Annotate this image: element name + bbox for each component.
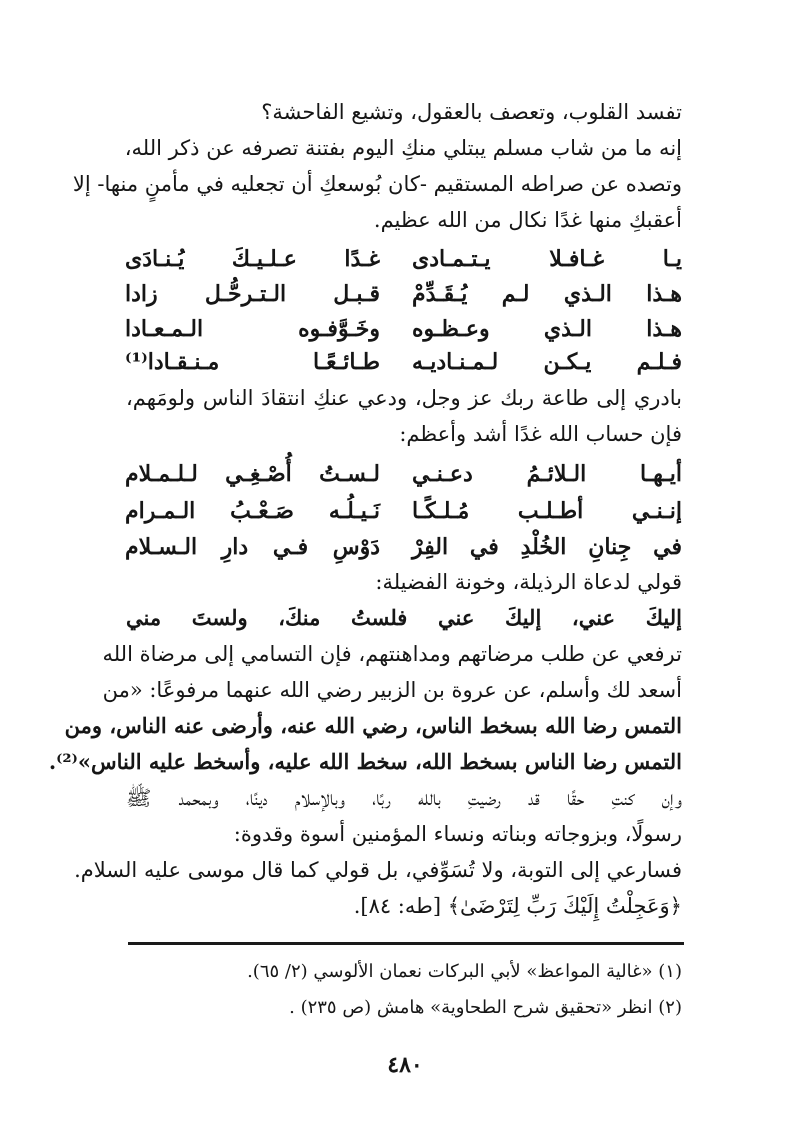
verse-second-hemistich: لـسـتُ أُصْـغِـي لـلـمـلام [125, 461, 380, 487]
verse-first-hemistich: في جِنانِ الخُلْدِ في الفِرْ [412, 534, 682, 560]
verse-first-hemistich: فـلـم يـكـن لـمـنـاديـه [412, 349, 682, 375]
text-line: فإن حساب الله غدًا أشد وأعظم: [399, 422, 682, 446]
verse-second-hemistich: دَوْسِ فـي دارِ الـسـلام [125, 534, 380, 560]
text-line: قولي لدعاة الرذيلة، وخونة الفضيلة: [375, 570, 682, 594]
text-line: وتصده عن صراطه المستقيم -كان بُوسعكِ أن تجعليه في مأمنٍ منها- إلا [72, 172, 682, 196]
text-line: تفسد القلوب، وتعصف بالعقول، وتشيع الفاحشة؟ [261, 100, 682, 124]
text-line: رسولًا، وبزوجاته وبناته ونساء المؤمنين أسوة وقدوة: [233, 822, 682, 846]
verse-second-hemistich: قـبـل الـتـرحُّـل زادا [125, 281, 380, 307]
text-line: أسعد لك وأسلم، عن عروة بن الزبير رضي الله عنهما مرفوعًا: «من [102, 678, 682, 702]
text-line: ترفعي عن طلب مرضاتهم ومداهنتهم، فإن التسامي إلى مرضاة الله [102, 642, 682, 666]
footnote-separator [128, 942, 684, 945]
footnote-1: (١) «غالية المواعظ» لأبي البركات نعمان الألوسي (٢/ ٦٥). [247, 961, 682, 982]
text-line: بادري إلى طاعة ربك عز وجل، ودعي عنكِ انتقادَ الناس ولومَهم، [126, 386, 682, 410]
verse-second-hemistich: غـدًا عـلـيـكَ يُـنـادَى [125, 246, 380, 272]
text-line: فسارعي إلى التوبة، ولا تُسَوِّفي، بل قولي كما قال موسى عليه السلام. [74, 858, 682, 882]
text-line: التمس رضا الناس بسخط الله، سخط الله عليه، وأسخط عليه الناس»⁽²⁾. [48, 749, 682, 774]
text-line: ﴿وَعَجِلْتُ إِلَيْكَ رَبِّ لِتَرْضَىٰ﴾ [طه: ٨٤]. [353, 894, 682, 918]
verse-first-hemistich: إنـنـي أطـلـب مُـلـكًـا [412, 498, 682, 524]
verse-first-hemistich: هـذا الـذي لـم يُـقَـدِّمْ [412, 281, 682, 307]
verse-first-hemistich: هـذا الـذي وعـظـوه [412, 316, 682, 342]
text-line: إنه ما من شاب مسلم يبتلي منكِ اليوم بفتنة تصرفه عن ذكر الله، [124, 136, 682, 160]
text-line: وإن كنتِ حقًا قد رضيتِ بالله ربًا، وبالإسلام دينًا، وبمحمد ﷺ [126, 786, 682, 810]
text-line: التمس رضا الله بسخط الناس، رضي الله عنه، وأرضى عنه الناس، ومن [64, 713, 682, 738]
verse-second-hemistich: وخَـوَّفـوه الـمـعـادا [125, 316, 380, 342]
verse-first-hemistich: يـا غـافـلا يـتـمـادى [412, 246, 682, 272]
text-line: إليكَ عني، إليكَ عني فلستُ منكَ، ولستَ مني [126, 605, 682, 630]
text-line: أعقبكِ منها غدًا نكال من الله عظيم. [373, 208, 682, 232]
verse-first-hemistich: أيـهـا الـلائـمُ دعـنـي [412, 461, 682, 487]
page-number: ٤٨٠ [387, 1052, 423, 1078]
footnote-2: (٢) انظر «تحقيق شرح الطحاوية» هامش (ص ٢٣٥) . [289, 997, 682, 1018]
verse-second-hemistich: نَـيـلُـه صَـعْـبُ الـمـرام [125, 498, 380, 524]
verse-second-hemistich: طـائـعًـا مـنـقـادا⁽¹⁾ [125, 349, 380, 375]
